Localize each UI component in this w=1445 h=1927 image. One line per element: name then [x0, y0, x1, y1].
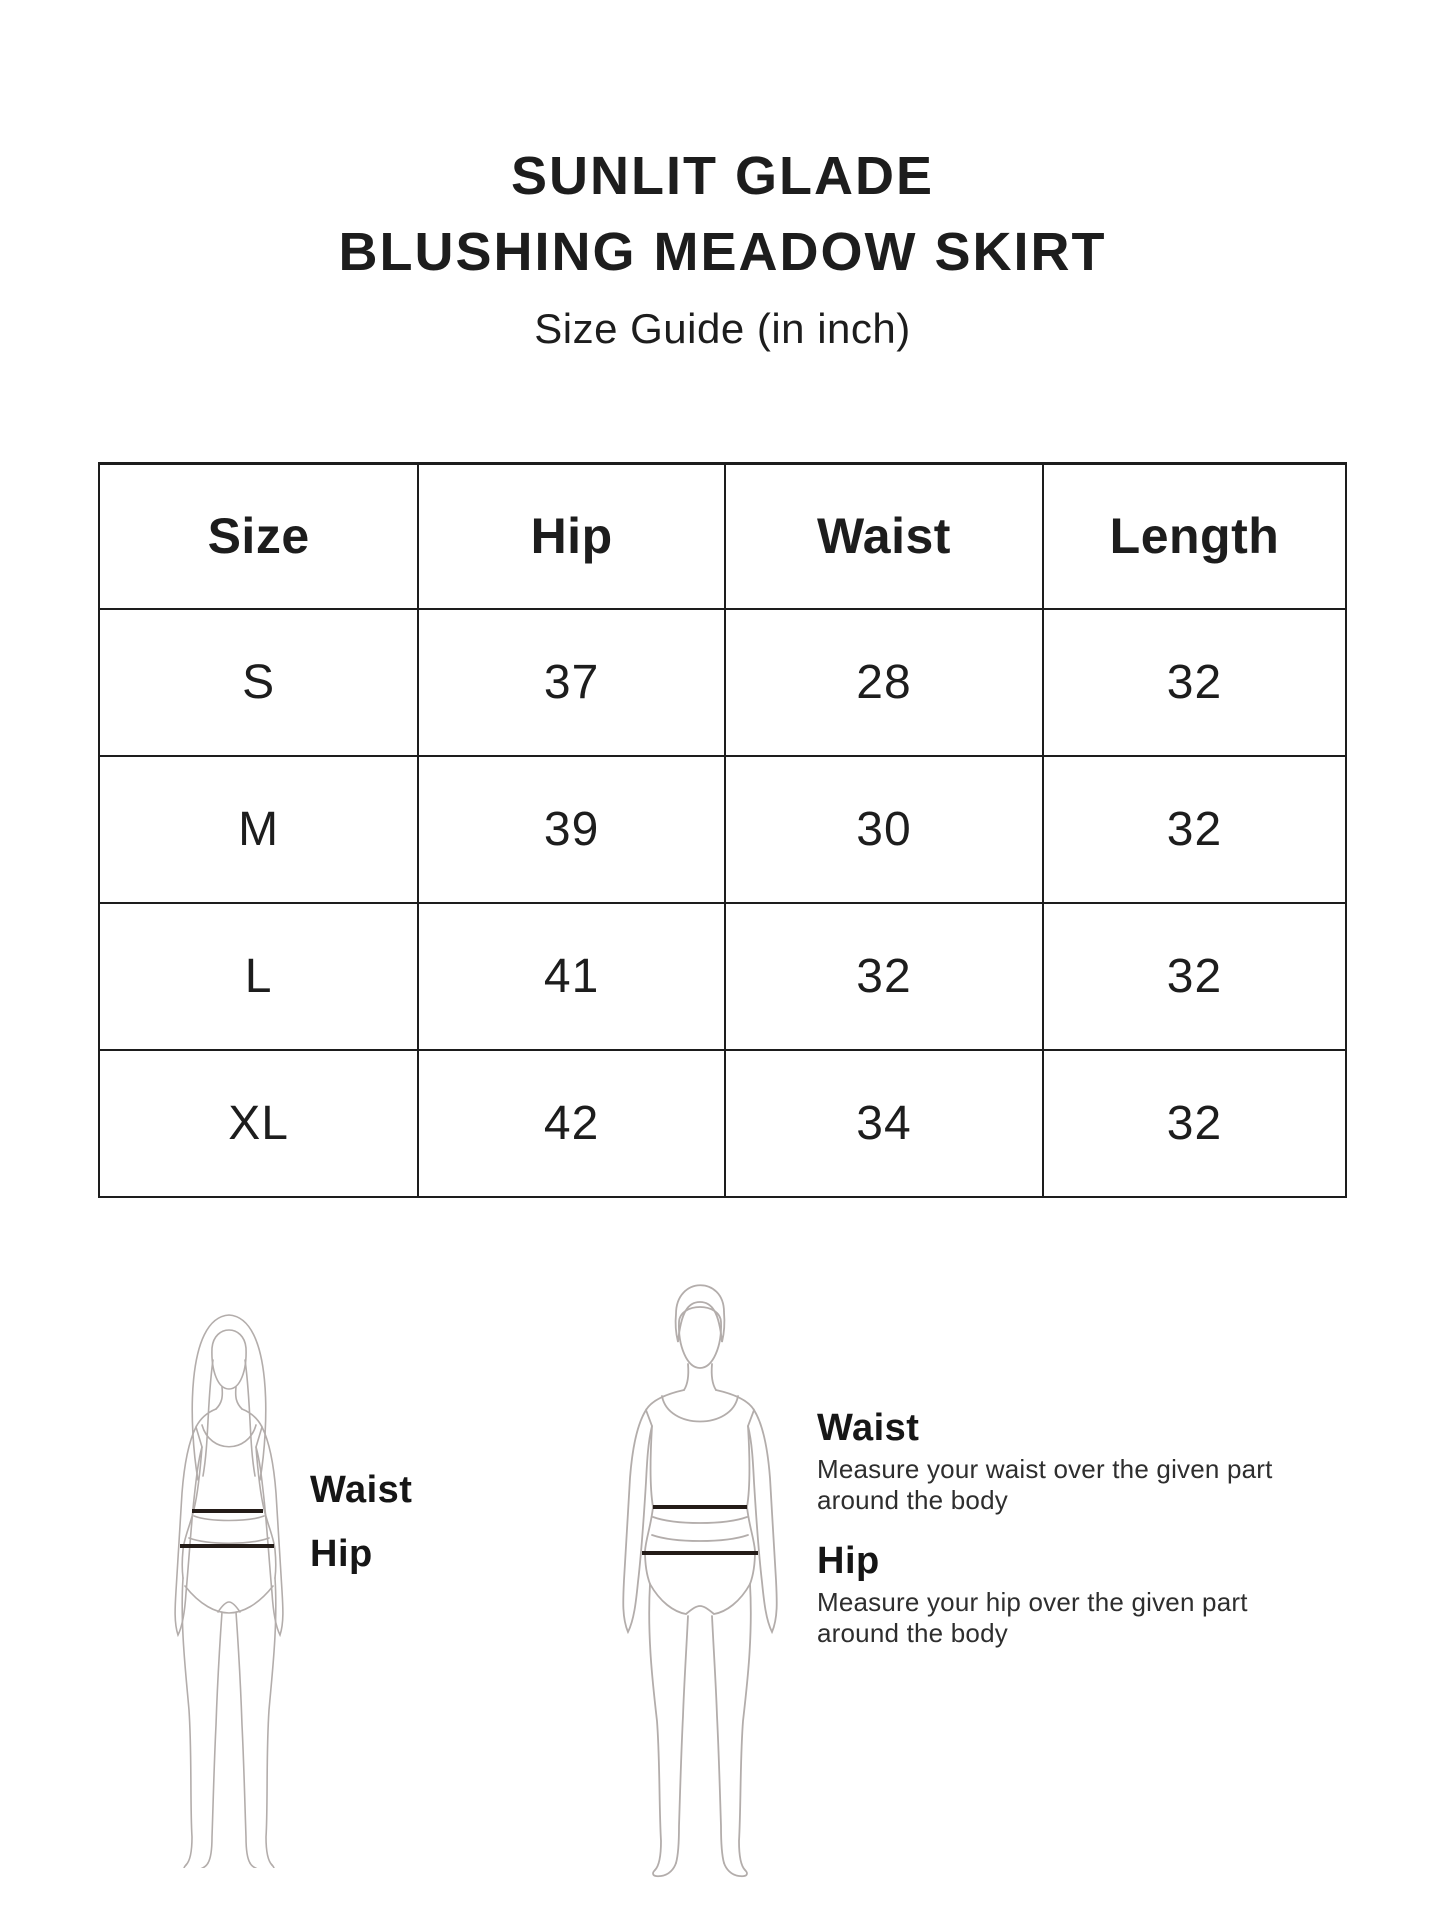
male-right-arm — [748, 1410, 777, 1632]
female-figure-illustration — [156, 1310, 302, 1868]
cell-size: L — [99, 903, 418, 1050]
size-table — [98, 462, 1347, 1198]
male-figure-illustration — [600, 1266, 800, 1878]
product-title-line2: BLUSHING MEADOW SKIRT — [338, 222, 1107, 282]
cell-hip: 37 — [418, 609, 725, 756]
waist-instruction — [817, 1405, 1307, 1516]
waist-instruction-heading: Waist — [817, 1407, 920, 1449]
column-header-waist: Waist — [725, 464, 1043, 609]
column-header-hip: Hip — [418, 464, 725, 609]
cell-hip: 41 — [418, 903, 725, 1050]
hip-instruction-text: Measure your hip over the given part around the body — [817, 1587, 1248, 1648]
female-right-arm — [256, 1427, 283, 1635]
size-guide-subtitle: Size Guide (in inch) — [534, 305, 911, 352]
table-row-xl — [99, 1050, 1346, 1197]
product-title-line1: SUNLIT GLADE — [511, 146, 934, 206]
female-panties — [185, 1586, 273, 1613]
page-title — [0, 138, 1445, 290]
waist-instruction-text: Measure your waist over the given part around the body — [817, 1454, 1273, 1515]
table-row-s — [99, 609, 1346, 756]
cell-length: 32 — [1043, 609, 1346, 756]
hip-instruction-heading: Hip — [817, 1540, 880, 1582]
cell-waist: 28 — [725, 609, 1043, 756]
female-tank-neckline — [202, 1425, 256, 1447]
cell-size: S — [99, 609, 418, 756]
column-header-length: Length — [1043, 464, 1346, 609]
cell-length: 32 — [1043, 903, 1346, 1050]
table-row-l — [99, 903, 1346, 1050]
female-waist-label: Waist — [310, 1469, 413, 1511]
cell-hip: 42 — [418, 1050, 725, 1197]
table-header-row — [99, 464, 1346, 609]
male-briefs — [650, 1584, 750, 1614]
male-tank-neckline — [662, 1396, 738, 1422]
cell-hip: 39 — [418, 756, 725, 903]
cell-waist: 30 — [725, 756, 1043, 903]
cell-size: M — [99, 756, 418, 903]
female-hip-label: Hip — [310, 1533, 373, 1575]
hip-instruction — [817, 1538, 1307, 1649]
cell-waist: 34 — [725, 1050, 1043, 1197]
cell-size: XL — [99, 1050, 418, 1197]
cell-length: 32 — [1043, 756, 1346, 903]
male-left-arm — [623, 1410, 652, 1632]
cell-length: 32 — [1043, 1050, 1346, 1197]
female-face — [212, 1330, 246, 1389]
table-row-m — [99, 756, 1346, 903]
column-header-size: Size — [99, 464, 418, 609]
cell-waist: 32 — [725, 903, 1043, 1050]
female-left-arm — [175, 1427, 202, 1635]
male-face — [679, 1307, 721, 1368]
female-hair — [192, 1315, 266, 1480]
